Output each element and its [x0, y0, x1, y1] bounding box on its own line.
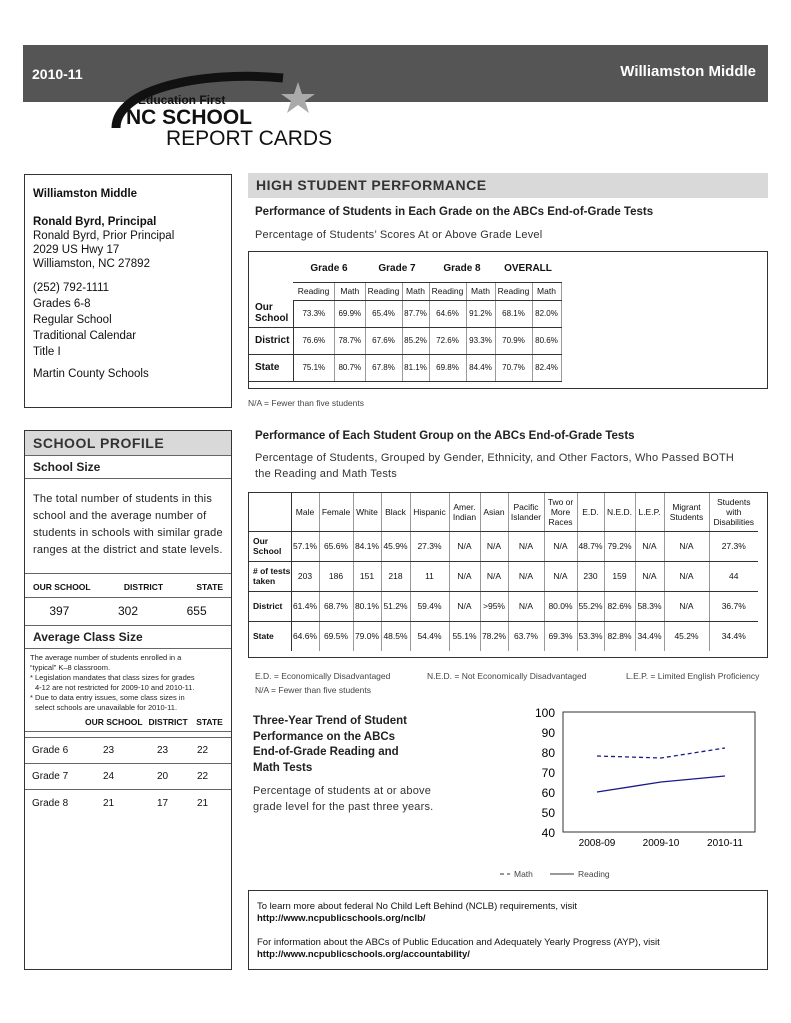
cell: 76.6% [293, 327, 335, 354]
cell: 59.4% [410, 591, 449, 621]
trend-desc-line: Percentage of students at or above [253, 785, 432, 797]
cell: 159 [604, 561, 635, 591]
header-school-name: Williamston Middle [620, 63, 756, 80]
cell: 27.3% [410, 531, 449, 561]
legend-ed: E.D. = Economically Disadvantaged [255, 671, 391, 681]
table-row [249, 561, 758, 591]
info-district: Martin County Schools [33, 368, 149, 380]
cell: N/A [480, 561, 508, 591]
cell: N/A [508, 591, 544, 621]
cell: 82.8% [604, 621, 635, 651]
cell: 84.4% [466, 354, 495, 381]
cell: 80.6% [532, 327, 561, 354]
logo-line1: Education First [138, 93, 226, 107]
class-note-line: * Legislation mandates that class sizes for grades [30, 673, 195, 682]
size-value: 655 [186, 604, 207, 618]
cell: 57.1% [291, 531, 319, 561]
cell: 64.6% [291, 621, 319, 651]
cell: 61.4% [291, 591, 319, 621]
group-perf-title: Performance of Each Student Group on the ABCs End-of-Grade Tests [255, 430, 635, 442]
cell: 70.7% [495, 354, 532, 381]
class-value: 22 [197, 745, 209, 756]
cell: 45.2% [664, 621, 709, 651]
class-value: 20 [157, 771, 169, 782]
x-tick-label: 2009-10 [642, 838, 680, 849]
cell: 69.5% [319, 621, 353, 651]
cell: 36.7% [709, 591, 758, 621]
trend-chart [500, 700, 768, 885]
legend-label: Reading [578, 869, 610, 879]
class-size-header [25, 717, 231, 732]
subject-header: Math [335, 282, 365, 300]
school-info-box [24, 174, 232, 408]
info-principal: Ronald Byrd, Principal [33, 216, 157, 228]
cell: 151 [353, 561, 381, 591]
size-header [25, 582, 231, 592]
grade-perf-title: Performance of Students in Each Grade on the ABCs End-of-Grade Tests [255, 206, 654, 218]
group-grade6: Grade 6 [293, 256, 365, 282]
info-calendar: Traditional Calendar [33, 330, 137, 342]
cell: N/A [664, 531, 709, 561]
cell: 48.7% [577, 531, 604, 561]
class-value: 23 [103, 745, 115, 756]
group-table-box [248, 492, 768, 658]
row-label: School [255, 313, 289, 325]
trend-title-line: Performance on the ABCs [253, 730, 396, 743]
cell: N/A [449, 531, 480, 561]
class-note-line: “typical” K–8 classroom. [30, 663, 111, 672]
size-values [25, 597, 231, 625]
size-label: STATE [196, 582, 223, 592]
cell: 203 [291, 561, 319, 591]
class-grade: Grade 6 [32, 745, 69, 756]
subject-header: Math [466, 282, 495, 300]
cell: 79.0% [353, 621, 381, 651]
cell: 54.4% [410, 621, 449, 651]
abcs-link[interactable]: http://www.ncpublicschools.org/accountability/ [257, 949, 470, 960]
cell: 65.4% [365, 300, 402, 327]
cell: 34.4% [721, 631, 746, 642]
legend-ned: N.E.D. = Not Economically Disadvantaged [427, 671, 587, 681]
row-label: Our [255, 302, 273, 314]
grade-perf-subtitle: Percentage of Students’ Scores At or Above Grade Level [255, 229, 543, 241]
class-value: 21 [197, 797, 209, 809]
group-grade8: Grade 8 [429, 256, 495, 282]
class-grade: Grade 8 [32, 797, 69, 809]
size-table [25, 573, 231, 625]
links-box [248, 890, 768, 970]
col-header: L.E.P. [635, 493, 664, 531]
table-row [25, 764, 231, 790]
trend-title-line: End-of-Grade Reading and [253, 746, 399, 758]
cell: 81.1% [402, 354, 429, 381]
size-value: 397 [49, 604, 70, 618]
class-size-heading: Average Class Size [25, 625, 231, 649]
col-header: Indian [452, 511, 477, 522]
cell: 63.7% [508, 621, 544, 651]
info-phone: (252) 792-1111 [33, 282, 110, 294]
col-header: Pacific [513, 501, 539, 512]
legend-label: Math [514, 869, 533, 879]
col-header: White [353, 493, 381, 531]
table-row [249, 327, 561, 354]
group-overall: OVERALL [495, 256, 561, 282]
cell: 87.7% [402, 300, 429, 327]
hsp-heading: HIGH STUDENT PERFORMANCE [248, 173, 768, 198]
class-note-line: The average number of students enrolled in a [30, 653, 182, 662]
col-header: Students [669, 511, 704, 522]
cell: 68.1% [495, 300, 532, 327]
plot-area [563, 712, 755, 832]
table-row [249, 354, 561, 381]
trend-title-line: Three-Year Trend of Student [253, 715, 407, 727]
school-size-desc: The total number of students in this school and the average number of students in schools with similar grade ranges at the district and state levels. [33, 493, 223, 556]
group-table [249, 493, 758, 651]
cell: N/A [635, 561, 664, 591]
info-type: Regular School [33, 314, 112, 326]
cell: 70.9% [495, 327, 532, 354]
size-value: 302 [117, 604, 138, 618]
cell: 67.6% [365, 327, 402, 354]
table-row [249, 621, 758, 651]
info-school-name: Williamston Middle [33, 188, 138, 200]
subject-header: Reading [365, 282, 402, 300]
trend-desc-line: grade level for the past three years. [253, 801, 434, 813]
cell: N/A [449, 591, 480, 621]
cell: 82.4% [532, 354, 561, 381]
size-label: OUR SCHOOL [33, 582, 91, 592]
row-label: State [249, 354, 293, 381]
cell: 230 [577, 561, 604, 591]
cell: 68.7% [319, 591, 353, 621]
col-header: Female [319, 493, 353, 531]
info-address1: 2029 US Hwy 17 [33, 244, 120, 256]
legend-lep: L.E.P. = Limited English Proficiency [626, 671, 760, 681]
trend-title [253, 714, 407, 776]
logo-line3: REPORT CARDS [166, 127, 333, 148]
row-label: District [249, 591, 291, 621]
grade-table [249, 256, 562, 382]
col-header: Students [716, 496, 751, 507]
cell: 11 [410, 561, 449, 591]
group-perf-subtitle2: the Reading and Math Tests [255, 468, 397, 480]
y-tick-label: 100 [534, 706, 555, 720]
cell: 67.8% [365, 354, 402, 381]
row-label: State [249, 621, 291, 651]
info-title: Title I [33, 346, 61, 358]
subject-header: Reading [429, 282, 466, 300]
row-label: # of tests [253, 566, 291, 576]
x-tick-label: 2008-09 [578, 838, 616, 849]
legend-na: N/A = Fewer than five students [255, 685, 371, 695]
row-label: taken [253, 576, 276, 586]
class-size-notes [25, 649, 231, 717]
col-header: Male [291, 493, 319, 531]
cell: 55.2% [577, 591, 604, 621]
class-label: DISTRICT [148, 717, 188, 727]
row-label: District [249, 327, 293, 354]
cell: 34.4% [635, 621, 664, 651]
class-value: 23 [157, 745, 169, 756]
subject-header: Math [532, 282, 561, 300]
subject-header: Math [402, 282, 429, 300]
cell: N/A [508, 531, 544, 561]
cell: 55.1% [449, 621, 480, 651]
col-header: Migrant [672, 501, 701, 512]
size-label: DISTRICT [123, 582, 164, 592]
cell: N/A [664, 561, 709, 591]
cell: 218 [381, 561, 410, 591]
y-tick-label: 90 [541, 726, 555, 740]
col-header: N.E.D. [604, 493, 635, 531]
row-label: School [253, 546, 282, 556]
cell: 85.2% [402, 327, 429, 354]
y-tick-label: 50 [541, 806, 555, 820]
grade-table-box [248, 251, 768, 389]
cell: 80.1% [353, 591, 381, 621]
trend-desc [253, 783, 433, 815]
y-tick-label: 70 [541, 766, 555, 780]
y-tick-label: 80 [541, 746, 555, 760]
school-profile-box [24, 430, 232, 970]
school-size-heading: School Size [25, 456, 231, 479]
cell: 69.8% [429, 354, 466, 381]
x-tick-label: 2010-11 [707, 838, 743, 849]
class-note-line: * Due to data entry issues, some class sizes in [30, 693, 185, 702]
col-header: Black [381, 493, 410, 531]
cell: >95% [480, 591, 508, 621]
class-label: STATE [196, 717, 223, 727]
class-value: 24 [103, 771, 115, 782]
cell: 64.6% [429, 300, 466, 327]
cell: 93.3% [466, 327, 495, 354]
class-grade: Grade 7 [32, 771, 69, 782]
class-value: 17 [157, 797, 169, 809]
cell: 65.6% [319, 531, 353, 561]
col-header: Amer. [453, 501, 476, 512]
cell: 27.3% [709, 531, 758, 561]
cell: N/A [544, 561, 577, 591]
cell: 78.7% [335, 327, 365, 354]
cell: 45.9% [381, 531, 410, 561]
col-header: with [726, 506, 742, 517]
info-prior-principal: Ronald Byrd, Prior Principal [33, 230, 175, 242]
table-row [249, 300, 561, 327]
nclb-text: To learn more about federal No Child Left Behind (NCLB) requirements, visit [257, 901, 577, 912]
cell: 51.2% [381, 591, 410, 621]
group-perf-subtitle1: Percentage of Students, Grouped by Gender, Ethnicity, and Other Factors, Who Passed BOTH [255, 452, 735, 464]
col-header: Two or [547, 496, 574, 507]
info-address2: Williamston, NC 27892 [33, 258, 150, 270]
col-header: Asian [480, 493, 508, 531]
cell: 58.3% [635, 591, 664, 621]
subject-header: Reading [293, 282, 335, 300]
col-header: More [550, 506, 571, 517]
cell: N/A [664, 591, 709, 621]
cell: 73.3% [293, 300, 335, 327]
profile-heading: SCHOOL PROFILE [25, 431, 231, 456]
col-header: Hispanic [410, 493, 449, 531]
info-grades: Grades 6-8 [33, 298, 91, 310]
cell: 72.6% [429, 327, 466, 354]
col-header: Islander [510, 511, 542, 522]
cell: 69.9% [335, 300, 365, 327]
class-note-line: select schools are unavailable for 2010-11. [35, 703, 178, 712]
col-header: Disabilities [713, 516, 755, 527]
cell: 91.2% [466, 300, 495, 327]
cell: 80.0% [544, 591, 577, 621]
col-header: E.D. [577, 493, 604, 531]
cell: 84.1% [353, 531, 381, 561]
cell: 78.2% [480, 621, 508, 651]
table-row [249, 531, 758, 561]
cell: 44 [709, 561, 758, 591]
cell: 75.1% [293, 354, 335, 381]
cell: N/A [449, 561, 480, 591]
cell: 82.0% [532, 300, 561, 327]
table-row [249, 591, 758, 621]
na-note: N/A = Fewer than five students [248, 398, 364, 408]
subject-header: Reading [495, 282, 532, 300]
table-row [25, 738, 231, 764]
group-grade7: Grade 7 [365, 256, 429, 282]
cell: 79.2% [604, 531, 635, 561]
class-value: 22 [197, 771, 209, 782]
nc-report-cards-logo [108, 70, 348, 148]
cell: N/A [544, 531, 577, 561]
cell: 53.3% [577, 621, 604, 651]
class-note-line: 4-12 are not restricted for 2009-10 and 2010-11. [35, 683, 195, 692]
trend-title-line: Math Tests [253, 761, 313, 774]
y-tick-label: 60 [541, 786, 555, 800]
cell: 186 [319, 561, 353, 591]
col-header: Races [548, 516, 573, 527]
report-year: 2010-11 [32, 66, 83, 82]
class-label: OUR SCHOOL [85, 717, 143, 727]
nclb-link[interactable]: http://www.ncpublicschools.org/nclb/ [257, 913, 426, 924]
table-row [25, 790, 231, 816]
class-value: 21 [103, 797, 115, 809]
cell: 69.3% [544, 621, 577, 651]
abcs-text: For information about the ABCs of Public Education and Adequately Yearly Progress (AYP), visit [257, 937, 660, 948]
cell: N/A [480, 531, 508, 561]
logo-line2: NC SCHOOL [126, 106, 252, 129]
cell: 48.5% [381, 621, 410, 651]
cell: 82.6% [604, 591, 635, 621]
row-label: Our [253, 536, 269, 546]
y-tick-label: 40 [541, 826, 555, 840]
cell: N/A [635, 531, 664, 561]
cell: 80.7% [335, 354, 365, 381]
cell: N/A [508, 561, 544, 591]
